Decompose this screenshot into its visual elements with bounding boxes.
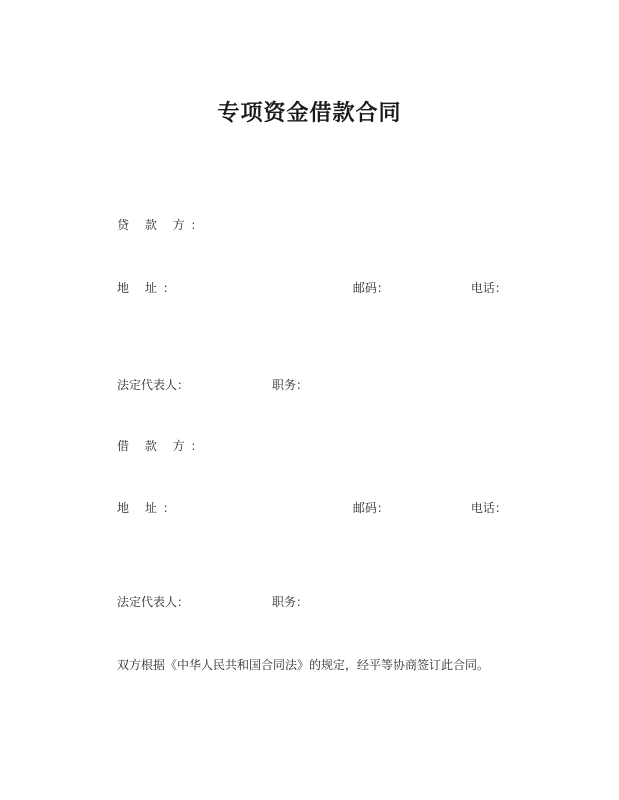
lender-address-row bbox=[117, 280, 507, 296]
borrower-phone-row bbox=[90, 535, 169, 538]
lender-rep-row bbox=[117, 377, 391, 393]
lender-name-row bbox=[117, 217, 359, 233]
contract-preamble: 双方根据《中华人民共和国合同法》的规定，经平等协商签订此合同。 bbox=[117, 658, 490, 672]
lender-position-label: 职务： bbox=[272, 378, 309, 392]
lender-legal-rep-label: 法定代表人： bbox=[117, 378, 190, 392]
lender-address-label: 地 址： bbox=[117, 281, 181, 295]
borrower-address-row bbox=[117, 500, 507, 516]
borrower-phone-label: 电话： bbox=[470, 501, 507, 515]
borrower-label: 借 款 方： bbox=[117, 439, 209, 453]
borrower-address-label: 地 址： bbox=[117, 501, 181, 515]
lender-label: 贷 款 方： bbox=[117, 218, 209, 232]
borrower-rep-row bbox=[117, 594, 391, 610]
document-title: 专项资金借款合同 bbox=[217, 100, 402, 126]
lender-phone-row bbox=[90, 314, 169, 317]
borrower-position-label: 职务： bbox=[272, 595, 309, 609]
borrower-postcode-label: 邮码： bbox=[352, 501, 389, 515]
borrower-name-row bbox=[117, 438, 359, 454]
borrower-legal-rep-label: 法定代表人： bbox=[117, 595, 190, 609]
lender-phone-label: 电话： bbox=[470, 281, 507, 295]
lender-postcode-label: 邮码： bbox=[352, 281, 389, 295]
